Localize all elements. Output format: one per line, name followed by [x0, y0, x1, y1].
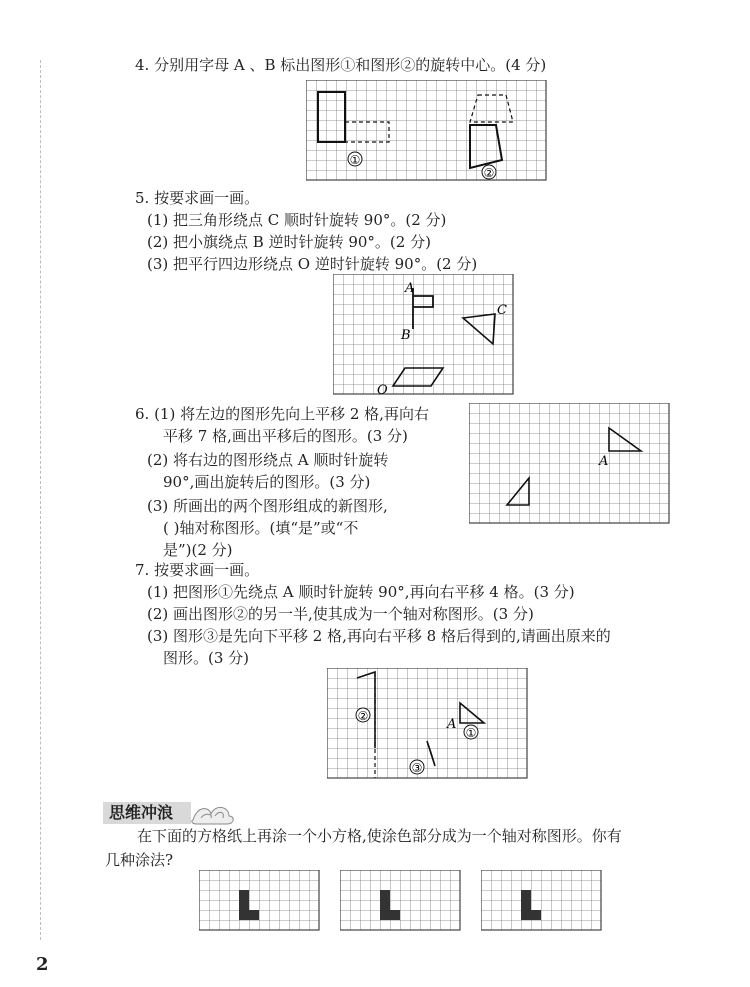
q5-sub3: (3) 把平行四边形绕点 O 逆时针旋转 90°。(2 分): [147, 255, 478, 273]
q4-label-1: ①: [349, 153, 361, 167]
q7-label-3: ③: [411, 761, 423, 775]
q7-sub2: (2) 画出图形②的另一半,使其成为一个轴对称图形。(3 分): [147, 605, 534, 623]
thinking-line2: 几种涂法?: [105, 851, 174, 869]
q7-label-1: ①: [465, 726, 477, 740]
q5-sub1: (1) 把三角形绕点 C 顺时针旋转 90°。(2 分): [147, 211, 447, 229]
q6-line2: 平移 7 格,画出平移后的图形。(3 分): [163, 427, 408, 445]
q7-sub1: (1) 把图形①先绕点 A 顺时针旋转 90°,再向右平移 4 格。(3 分): [147, 583, 575, 601]
thinking-banner: [103, 800, 253, 826]
q5-sub2: (2) 把小旗绕点 B 逆时针旋转 90°。(2 分): [147, 233, 431, 251]
q6-label-A: A: [599, 454, 609, 469]
thinking-grid-3: [481, 870, 605, 934]
q7-label-2: ②: [357, 709, 369, 723]
q6-grid-figure: [469, 403, 673, 527]
q4-grid-figure: [306, 80, 550, 183]
page-number: 2: [36, 954, 49, 975]
q5-label-O: O: [377, 383, 388, 398]
q7-sub3: (3) 图形③是先向下平移 2 格,再向右平移 8 格后得到的,请画出原来的: [147, 627, 611, 645]
q6-line3: (2) 将右边的图形绕点 A 顺时针旋转: [147, 451, 389, 469]
thinking-banner-title: 思维冲浪: [109, 803, 174, 822]
q6-line1: 6. (1) 将左边的图形先向上平移 2 格,再向右: [135, 405, 429, 423]
thinking-line1: 在下面的方格纸上再涂一个小方格,使涂色部分成为一个轴对称图形。你有: [137, 827, 622, 845]
q5-grid-figure: [333, 274, 517, 398]
q5-title: 5. 按要求画一画。: [135, 189, 260, 207]
wave-cloud-icon: [189, 800, 239, 828]
q5-label-C: C: [497, 303, 507, 318]
q7-grid-figure: [327, 668, 531, 782]
q6-line4: 90°,画出旋转后的图形。(3 分): [163, 473, 371, 491]
binding-margin-line: [40, 60, 41, 940]
q6-line5: (3) 所画出的两个图形组成的新图形,: [147, 497, 388, 515]
q4-label-2: ②: [483, 166, 495, 180]
q6-line7: 是”)(2 分): [163, 541, 233, 559]
thinking-grid-2: [340, 870, 464, 934]
q4-title: 4. 分别用字母 A 、B 标出图形①和图形②的旋转中心。(4 分): [135, 56, 547, 74]
q5-label-B: B: [401, 328, 411, 343]
q7-sub3b: 图形。(3 分): [163, 649, 250, 667]
q6-line6: ( )轴对称图形。(填“是”或“不: [163, 519, 359, 537]
q7-label-A: A: [447, 717, 457, 732]
q5-label-A: A: [405, 281, 415, 296]
q7-title: 7. 按要求画一画。: [135, 561, 260, 579]
thinking-grid-1: [199, 870, 323, 934]
